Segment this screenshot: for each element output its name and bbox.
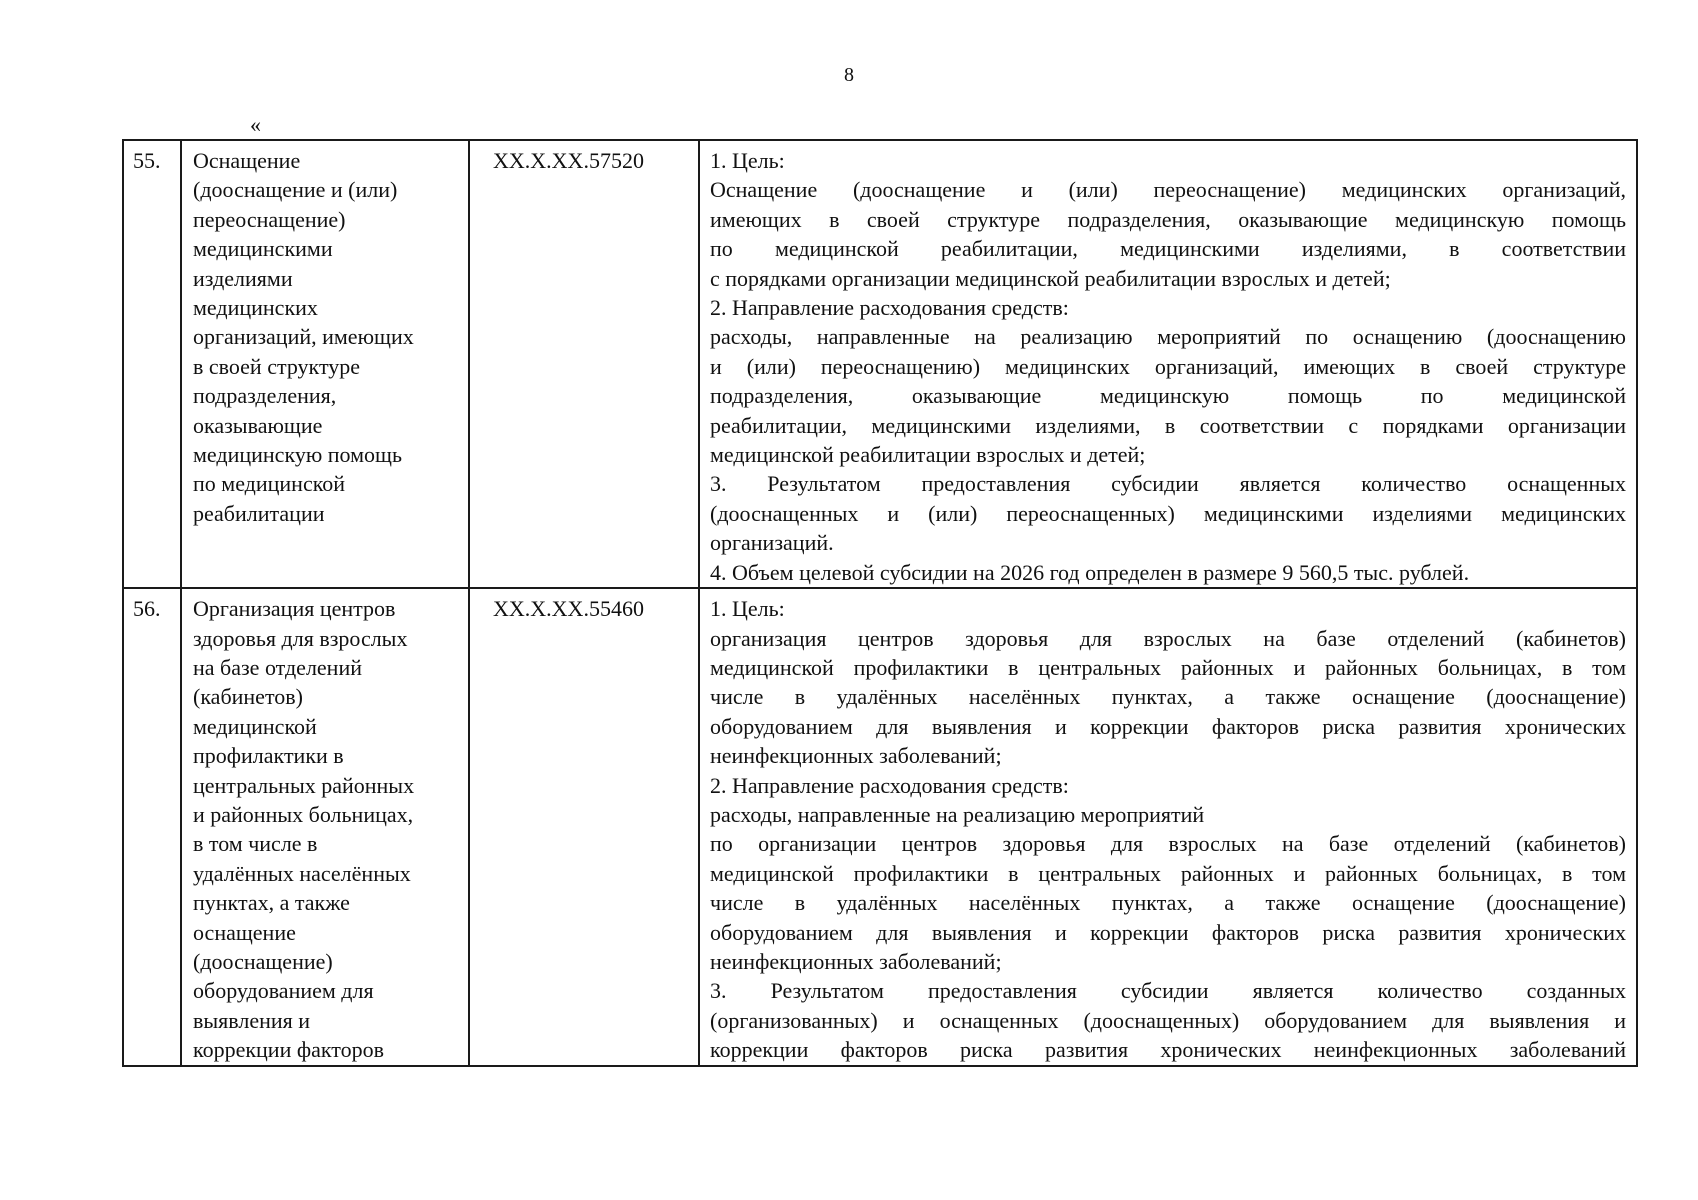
row-number: 55. <box>133 148 161 173</box>
row-number: 56. <box>133 596 161 622</box>
description-line: 2. Направление расходования средств: <box>710 772 1069 798</box>
description-line: (дооснащенных и (или) переоснащенных) медицинскими изделиями медицинских <box>710 500 1626 526</box>
description-line: 3. Результатом предоставления субсидии является количество оснащенных <box>710 471 1626 497</box>
description-line: по организации центров здоровья для взрослых на базе отделений (кабинетов) <box>710 831 1626 857</box>
description-line: (организованных) и оснащенных (дооснащенных) оборудованием для выявления и <box>710 1007 1626 1033</box>
measure-name-line: медицинских <box>193 295 318 321</box>
measure-name-line: (дооснащение) <box>193 948 333 974</box>
measure-name-line: (кабинетов) <box>193 684 303 710</box>
measure-name-line: организаций, имеющих <box>193 324 414 350</box>
table-row <box>123 140 1637 588</box>
measure-name-line: и районных больницах, <box>193 801 414 827</box>
budget-code: XX.X.XX.55460 <box>493 596 644 622</box>
measure-name <box>182 141 468 528</box>
measure-name-line: оснащение <box>193 919 296 945</box>
description <box>700 589 1636 1065</box>
measure-name-line: коррекции факторов <box>193 1037 384 1063</box>
description-line: Оснащение (дооснащение и (или) переоснащение) медицинских организаций, <box>710 177 1626 203</box>
measure-name-line: в том числе в <box>193 831 318 857</box>
subsidy-table <box>122 139 1638 1067</box>
description-line: медицинской профилактики в центральных районных и районных больницах, в том <box>710 860 1626 886</box>
description-line: коррекции факторов риска развития хронических неинфекционных заболеваний <box>710 1037 1626 1063</box>
description-line: и (или) переоснащению) медицинских организаций, имеющих в своей структуре <box>710 353 1626 379</box>
description-cell <box>699 588 1637 1066</box>
budget-code-cell <box>469 140 699 588</box>
description-line: медицинской реабилитации взрослых и детей; <box>710 442 1146 468</box>
description-line: оборудованием для выявления и коррекции факторов риска развития хронических <box>710 919 1626 945</box>
description-line: оборудованием для выявления и коррекции факторов риска развития хронических <box>710 713 1626 739</box>
row-number-cell <box>123 588 181 1066</box>
description-line: 1. Цель: <box>710 596 785 622</box>
budget-code: XX.X.XX.57520 <box>493 148 644 173</box>
measure-name-line: Организация центров <box>193 596 396 622</box>
measure-name-line: медицинской <box>193 713 317 739</box>
measure-name-line: изделиями <box>193 265 293 291</box>
measure-name <box>182 589 468 1065</box>
description-line: по медицинской реабилитации, медицинскими изделиями, в соответствии <box>710 236 1626 262</box>
description-line: расходы, направленные на реализацию мероприятий по оснащению (дооснащению <box>710 324 1626 350</box>
measure-name-line: центральных районных <box>193 772 415 798</box>
measure-name-line: выявления и <box>193 1007 311 1033</box>
measure-name-cell <box>181 140 469 588</box>
page-number: 8 <box>844 64 854 86</box>
description-line: неинфекционных заболеваний; <box>710 948 1002 974</box>
description-line: подразделения, оказывающие медицинскую помощь по медицинской <box>710 383 1626 409</box>
measure-name-line: оборудованием для <box>193 978 374 1004</box>
description-line: с порядками организации медицинской реабилитации взрослых и детей; <box>710 265 1391 291</box>
description <box>700 141 1636 587</box>
description-line: имеющих в своей структуре подразделения, оказывающие медицинскую помощь <box>710 206 1626 232</box>
measure-name-line: на базе отделений <box>193 654 363 680</box>
description-line: расходы, направленные на реализацию мероприятий <box>710 801 1205 827</box>
measure-name-line: переоснащение) <box>193 206 346 232</box>
measure-name-line: (дооснащение и (или) <box>193 177 398 203</box>
description-line: 3. Результатом предоставления субсидии является количество созданных <box>710 978 1626 1004</box>
measure-name-line: в своей структуре <box>193 353 361 379</box>
description-line: 4. Объем целевой субсидии на 2026 год определен в размере 9 560,5 тыс. рублей. <box>710 559 1470 585</box>
description-line: медицинской профилактики в центральных районных и районных больницах, в том <box>710 654 1626 680</box>
row-number-cell <box>123 140 181 588</box>
measure-name-line: пунктах, а также <box>193 890 350 916</box>
description-cell <box>699 140 1637 588</box>
measure-name-line: реабилитации <box>193 500 325 526</box>
measure-name-line: по медицинской <box>193 471 346 497</box>
description-line: неинфекционных заболеваний; <box>710 743 1002 769</box>
description-line: организаций. <box>710 530 834 556</box>
description-line: числе в удалённых населённых пунктах, а также оснащение (дооснащение) <box>710 890 1626 916</box>
measure-name-cell <box>181 588 469 1066</box>
measure-name-line: медицинскими <box>193 236 333 262</box>
description-line: организация центров здоровья для взрослых на базе отделений (кабинетов) <box>710 625 1626 651</box>
description-line: числе в удалённых населённых пунктах, а также оснащение (дооснащение) <box>710 684 1626 710</box>
description-line: 1. Цель: <box>710 148 785 173</box>
measure-name-line: Оснащение <box>193 148 301 173</box>
measure-name-line: удалённых населённых <box>193 860 411 886</box>
table-row <box>123 588 1637 1066</box>
measure-name-line: профилактики в <box>193 743 344 769</box>
measure-name-line: подразделения, <box>193 383 337 409</box>
measure-name-line: здоровья для взрослых <box>193 625 408 651</box>
measure-name-line: оказывающие <box>193 412 323 438</box>
measure-name-line: медицинскую помощь <box>193 442 403 468</box>
description-line: 2. Направление расходования средств: <box>710 295 1069 321</box>
description-line: реабилитации, медицинскими изделиями, в соответствии с порядками организации <box>710 412 1626 438</box>
budget-code-cell <box>469 588 699 1066</box>
opening-quote-mark: « <box>250 112 261 137</box>
